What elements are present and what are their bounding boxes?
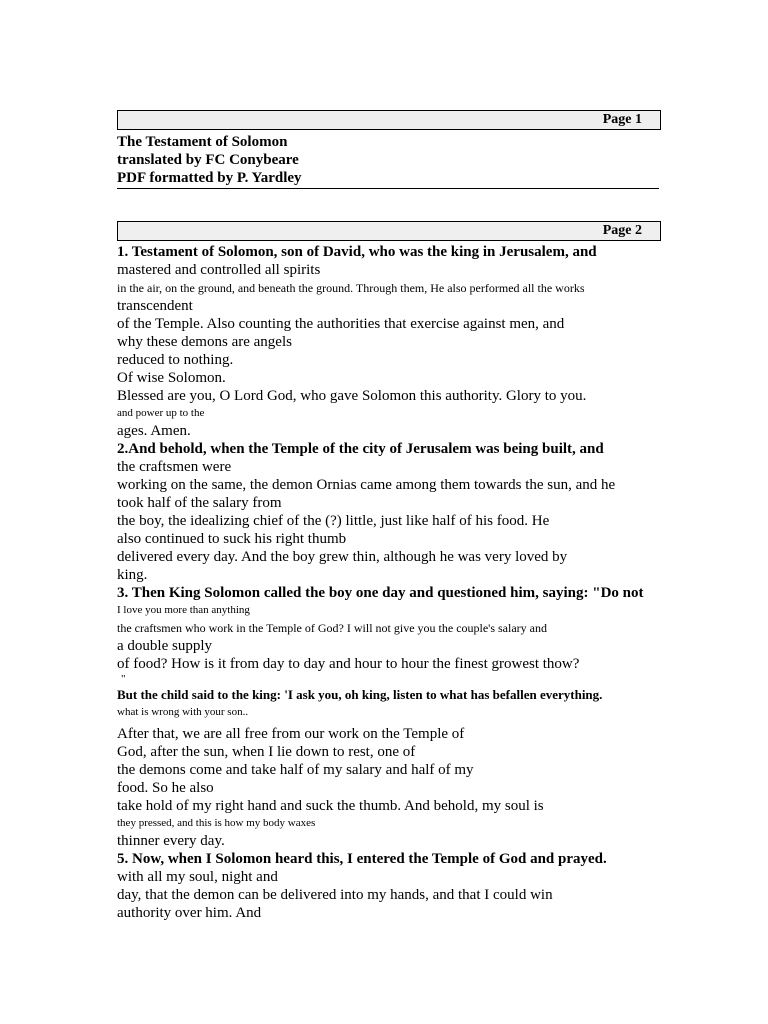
- text-line: thinner every day.: [117, 833, 225, 849]
- document-header: [117, 133, 659, 189]
- text-line: take hold of my right hand and suck the thumb. And behold, my soul is: [117, 798, 544, 814]
- text-line: in the air, on the ground, and beneath the ground. Through them, He also performed all the works: [117, 281, 585, 295]
- text-line: transcendent: [117, 298, 193, 314]
- text-line: Of wise Solomon.: [117, 370, 226, 386]
- text-line: Blessed are you, O Lord God, who gave Solomon this authority. Glory to you.: [117, 388, 587, 404]
- text-line: food. So he also: [117, 780, 214, 796]
- text-line: the boy, the idealizing chief of the (?) little, just like half of his food. He: [117, 513, 550, 529]
- text-line: After that, we are all free from our work on the Temple of: [117, 726, 465, 742]
- text-line: king.: [117, 567, 148, 583]
- document-body: [117, 243, 697, 922]
- text-line: of the Temple. Also counting the authorities that exercise against men, and: [117, 316, 565, 332]
- text-line: 5. Now, when I Solomon heard this, I entered the Temple of God and prayed.: [117, 851, 607, 867]
- text-line: a double supply: [117, 638, 212, 654]
- text-line: mastered and controlled all spirits: [117, 262, 321, 278]
- text-line: what is wrong with your son..: [117, 706, 249, 718]
- text-line: delivered every day. And the boy grew thin, although he was very loved by: [117, 549, 568, 565]
- text-line: authority over him. And: [117, 905, 262, 921]
- text-line: day, that the demon can be delivered into my hands, and that I could win: [117, 887, 553, 903]
- text-line: they pressed, and this is how my body waxes: [117, 817, 316, 829]
- page-1-label: Page 1: [602, 112, 642, 127]
- text-line: why these demons are angels: [117, 334, 292, 350]
- text-line: God, after the sun, when I lie down to rest, one of: [117, 744, 416, 760]
- translator-line: translated by FC Conybeare: [117, 152, 299, 168]
- text-line: the craftsmen who work in the Temple of God? I will not give you the couple's salary and: [117, 621, 547, 635]
- text-line: ": [121, 673, 126, 685]
- text-line: working on the same, the demon Ornias came among them towards the sun, and he: [117, 477, 616, 493]
- text-line: 2.And behold, when the Temple of the city of Jerusalem was being built, and: [117, 441, 604, 457]
- text-line: reduced to nothing.: [117, 352, 234, 368]
- formatter-line: PDF formatted by P. Yardley: [117, 170, 302, 186]
- text-line: took half of the salary from: [117, 495, 282, 511]
- page-2-header-box: [117, 221, 661, 241]
- text-line: of food? How is it from day to day and hour to hour the finest growest thow?: [117, 656, 580, 672]
- text-line: with all my soul, night and: [117, 869, 278, 885]
- text-line: ages. Amen.: [117, 423, 191, 439]
- text-line: But the child said to the king: 'I ask you, oh king, listen to what has befallen everything.: [117, 687, 603, 702]
- text-line: the craftsmen were: [117, 459, 232, 475]
- text-line: 1. Testament of Solomon, son of David, who was the king in Jerusalem, and: [117, 244, 597, 260]
- page-1-header-box: [117, 110, 661, 130]
- page-2-label: Page 2: [602, 223, 642, 238]
- text-line: I love you more than anything: [117, 604, 250, 616]
- text-line: the demons come and take half of my salary and half of my: [117, 762, 474, 778]
- text-line: and power up to the: [117, 407, 205, 419]
- text-line: also continued to suck his right thumb: [117, 531, 347, 547]
- document-title: The Testament of Solomon: [117, 134, 288, 150]
- text-line: 3. Then King Solomon called the boy one day and questioned him, saying: "Do not: [117, 585, 644, 601]
